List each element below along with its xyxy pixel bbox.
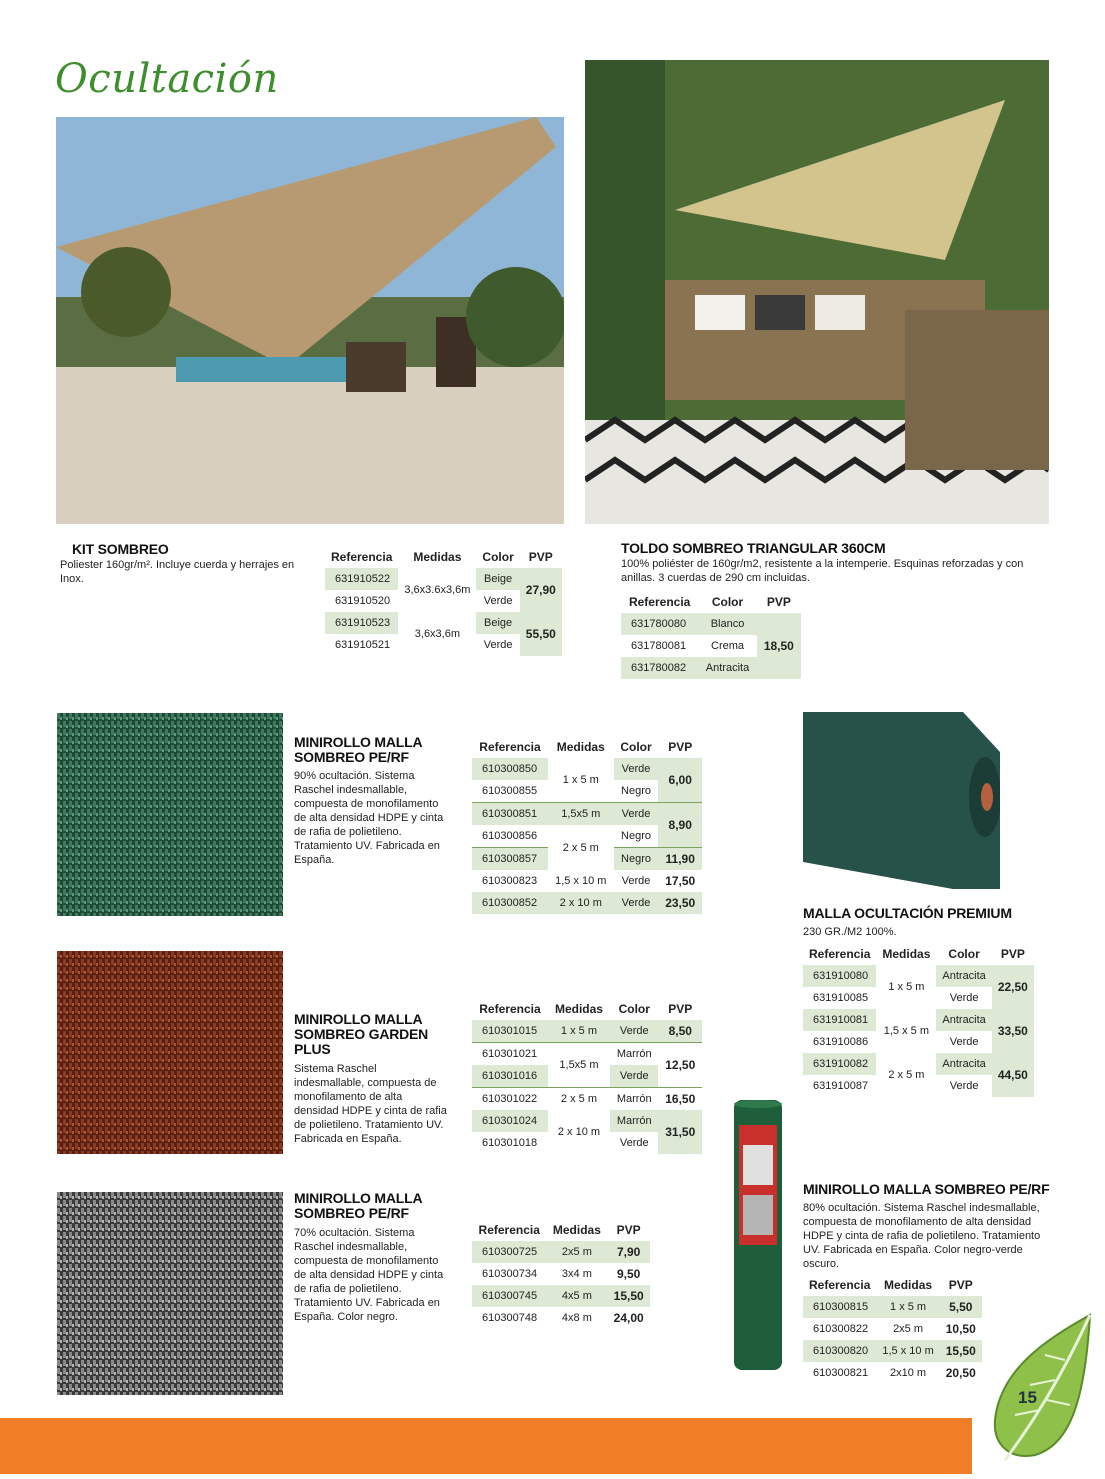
table-cell-price: 27,90: [520, 568, 562, 612]
table-cell-ref: 631910522: [325, 568, 398, 590]
table-cell-price: 55,50: [520, 612, 562, 656]
pe90-table: [472, 736, 702, 914]
header-referencia: Referencia: [628, 595, 691, 609]
table-cell-price: 11,90: [658, 848, 702, 871]
table-cell-medidas: 2 x 10 m: [557, 1126, 601, 1138]
table-cell-color: Verde: [949, 1080, 979, 1092]
table-cell-price: 16,50: [658, 1088, 702, 1111]
table-cell-price: 8,90: [658, 803, 702, 848]
table-cell-price: 12,50: [658, 1043, 702, 1088]
table-cell-ref: 631910086: [813, 1036, 869, 1048]
table-cell-price: 5,50: [940, 1296, 982, 1318]
table-cell-color: Blanco: [698, 613, 756, 635]
table-cell-ref: 631910081: [803, 1009, 876, 1031]
table-cell-price: 18,50: [757, 613, 801, 679]
header-pvp: PVP: [528, 550, 553, 564]
table-cell-ref: 610300855: [482, 785, 538, 797]
table-cell-ref: 610300851: [472, 803, 548, 826]
pe90-name: MINIROLLO MALLA SOMBREO PE/RF: [294, 734, 422, 765]
pe80-name: MINIROLLO MALLA SOMBREO PE/RF: [803, 1181, 1050, 1197]
table-cell-color: Verde: [949, 1036, 979, 1048]
header-pvp: PVP: [668, 1002, 693, 1016]
table-cell-ref: 610301022: [472, 1088, 548, 1111]
table-cell-color: Crema: [711, 640, 745, 652]
pe80-desc: 80% ocultación. Sistema Raschel indesmallable, compuesta de monofilamento de alta densidad HDPE y cinta de rafia de polietileno. Tratamiento UV. Fabricada en España. Color negro-verde oscuro.: [803, 1202, 1041, 1270]
table-cell-color: Verde: [619, 1137, 649, 1149]
table-cell-color: Negro: [614, 848, 659, 871]
premium-roll-photo: [803, 712, 1000, 889]
table-cell-ref: 631910080: [803, 965, 876, 987]
header-medidas: Medidas: [556, 740, 605, 754]
table-cell-price: 17,50: [665, 874, 696, 888]
green-mesh-swatch: [57, 713, 283, 916]
header-medidas: Medidas: [884, 1278, 933, 1292]
header-pvp: PVP: [766, 595, 791, 609]
table-cell-medidas: 1,5 x 10 m: [555, 875, 607, 887]
header-referencia: Referencia: [809, 1278, 871, 1292]
toldo-sombreo-name: TOLDO SOMBREO TRIANGULAR 360CM: [621, 540, 886, 556]
table-cell-medidas: 4x5 m: [546, 1285, 607, 1307]
header-referencia: Referencia: [809, 947, 871, 961]
table-cell-ref: 631910082: [803, 1053, 876, 1075]
premium-name: MALLA OCULTACIÓN PREMIUM: [803, 905, 1012, 921]
table-cell-color: Verde: [621, 875, 651, 887]
table-cell-color: Verde: [610, 1020, 658, 1043]
page-title: Ocultación: [55, 56, 279, 102]
kit-sombreo-desc: Poliester 160gr/m². Incluye cuerda y herrajes en Inox.: [60, 559, 295, 585]
leaf-icon: [985, 1310, 1095, 1474]
table-cell-medidas: 1,5x5 m: [548, 1043, 610, 1088]
kit-sombreo-table: [325, 546, 562, 656]
header-pvp: PVP: [1000, 947, 1025, 961]
table-cell-color: Negro: [621, 830, 651, 842]
table-cell-price: 7,90: [607, 1241, 650, 1263]
table-cell-ref: 610300734: [482, 1268, 538, 1280]
table-cell-color: Negro: [621, 785, 651, 797]
table-cell-price: 6,00: [658, 758, 702, 803]
table-cell-medidas: 4x8 m: [561, 1312, 592, 1324]
table-cell-price: 44,50: [992, 1053, 1034, 1097]
table-cell-ref: 610301021: [472, 1043, 548, 1066]
table-cell-medidas: 1 x 5 m: [888, 981, 925, 993]
table-cell-price: 9,50: [616, 1267, 641, 1281]
header-color: Color: [482, 550, 514, 564]
table-cell-ref: 631910521: [335, 639, 391, 651]
header-pvp: PVP: [668, 740, 693, 754]
table-cell-color: Verde: [614, 892, 659, 914]
vertical-roll-photo: [734, 1100, 782, 1370]
header-pvp: PVP: [616, 1223, 641, 1237]
table-cell-ref: 631910085: [813, 992, 869, 1004]
table-cell-color: Antracita: [936, 1053, 991, 1075]
table-cell-medidas: 1 x 5 m: [876, 1296, 939, 1318]
table-cell-medidas: 2 x 5 m: [562, 841, 599, 854]
table-cell-color: Marrón: [610, 1110, 658, 1132]
footer-bar: [0, 1418, 972, 1474]
table-cell-color: Verde: [614, 758, 659, 780]
header-medidas: Medidas: [554, 1002, 603, 1016]
header-color: Color: [620, 740, 652, 754]
table-cell-color: Antracita: [936, 965, 991, 987]
table-cell-price: 23,50: [658, 892, 702, 914]
pe90-desc: 90% ocultación. Sistema Raschel indesmallable, compuesta de monofilamento de alta densidad HDPE y cinta de rafia de polietileno. Tratamiento UV. Fabricada en España.: [294, 770, 444, 866]
table-cell-color: Beige: [476, 612, 519, 634]
table-cell-ref: 610300850: [472, 758, 548, 780]
table-cell-price: 15,50: [607, 1285, 650, 1307]
table-cell-ref: 610300822: [813, 1323, 869, 1335]
table-cell-ref: 631910520: [335, 595, 391, 607]
table-cell-ref: 631780081: [631, 640, 687, 652]
header-referencia: Referencia: [479, 1002, 541, 1016]
table-cell-medidas: 1,5 x 10 m: [876, 1340, 939, 1362]
pe70-table: [472, 1219, 650, 1329]
kit-sombreo-name: KIT SOMBREO: [72, 541, 169, 557]
grey-mesh-swatch: [57, 1192, 283, 1395]
table-cell-price: 33,50: [992, 1009, 1034, 1053]
table-cell-price: 10,50: [945, 1322, 976, 1336]
garden-plus-table: [472, 998, 702, 1154]
table-cell-medidas: 1 x 5 m: [548, 1020, 610, 1043]
table-cell-ref: 610300815: [803, 1296, 876, 1318]
table-cell-ref: 610300725: [472, 1241, 546, 1263]
table-cell-ref: 610301024: [472, 1110, 548, 1132]
table-cell-price: 15,50: [940, 1340, 982, 1362]
header-medidas: Medidas: [882, 947, 931, 961]
table-cell-medidas: 3,6x3.6x3,6m: [404, 584, 471, 596]
table-cell-ref: 631910523: [325, 612, 398, 634]
table-cell-ref: 610301018: [482, 1137, 538, 1149]
table-cell-color: Verde: [483, 639, 513, 651]
pe80-table: [803, 1274, 982, 1384]
header-referencia: Referencia: [478, 1223, 540, 1237]
premium-desc: 230 GR./M2 100%.: [803, 926, 897, 938]
table-cell-ref: 610300748: [482, 1312, 538, 1324]
table-cell-color: Marrón: [610, 1043, 658, 1066]
table-cell-color: Verde: [614, 803, 659, 826]
table-cell-medidas: 2 x 5 m: [888, 1069, 925, 1081]
table-cell-medidas: 2x10 m: [890, 1367, 927, 1379]
table-cell-color: Verde: [949, 992, 979, 1004]
table-cell-ref: 631780082: [621, 657, 698, 679]
table-cell-medidas: 3x4 m: [561, 1268, 592, 1280]
table-cell-ref: 610300820: [803, 1340, 876, 1362]
table-cell-price: 22,50: [992, 965, 1034, 1009]
table-cell-color: Antracita: [698, 657, 756, 679]
page-number: 15: [1018, 1388, 1037, 1407]
table-cell-price: 8,50: [658, 1020, 702, 1043]
table-cell-price: 20,50: [945, 1366, 976, 1380]
table-cell-color: Verde: [610, 1065, 658, 1088]
garden-plus-name: MINIROLLO MALLA SOMBREO GARDEN PLUS: [294, 1011, 429, 1057]
table-cell-ref: 610300852: [472, 892, 548, 914]
table-cell-ref: 631910087: [813, 1080, 869, 1092]
table-cell-medidas: 2 x 5 m: [548, 1088, 610, 1111]
table-cell-medidas: 2x5 m: [546, 1241, 607, 1263]
toldo-sombreo-desc: 100% poliéster de 160gr/m2, resistente a la intemperie. Esquinas reforzadas y con anillas. 3 cuerdas de 290 cm incluidas.: [621, 558, 1024, 584]
table-cell-price: 24,00: [613, 1311, 644, 1325]
table-cell-medidas: 2x5 m: [893, 1323, 924, 1335]
header-color: Color: [618, 1002, 650, 1016]
table-cell-ref: 610301016: [472, 1065, 548, 1088]
header-medidas: Medidas: [413, 550, 462, 564]
table-cell-ref: 610300857: [472, 848, 548, 871]
table-cell-medidas: 1,5 x 5 m: [883, 1025, 929, 1037]
table-cell-color: Marrón: [610, 1088, 658, 1111]
table-cell-ref: 610300856: [482, 830, 538, 842]
table-cell-ref: 610300745: [472, 1285, 546, 1307]
shade-sail-pool-photo: [56, 117, 564, 524]
premium-table: [803, 943, 1034, 1097]
table-cell-medidas: 1 x 5 m: [562, 774, 599, 786]
table-cell-medidas: 2 x 10 m: [548, 892, 614, 914]
pe70-desc: 70% ocultación. Sistema Raschel indesmallable, compuesta de monofilamento de alta densidad HDPE y cinta de rafia de polietileno. Tratamiento UV. Fabricada en España. Color negro.: [294, 1227, 444, 1323]
table-cell-ref: 610300821: [813, 1367, 869, 1379]
table-cell-ref: 610300823: [482, 875, 538, 887]
table-cell-color: Verde: [483, 595, 513, 607]
header-color: Color: [711, 595, 744, 609]
garden-plus-desc: Sistema Raschel indesmallable, compuesta de monofilamento de alta densidad HDPE y cinta de rafia de polietileno. Tratamiento UV. Fabricada en España.: [294, 1063, 447, 1145]
table-cell-color: Beige: [476, 568, 519, 590]
table-cell-ref: 631780080: [621, 613, 698, 635]
header-referencia: Referencia: [331, 550, 393, 564]
brown-mesh-swatch: [57, 951, 283, 1154]
table-cell-price: 31,50: [658, 1110, 702, 1154]
header-medidas: Medidas: [552, 1223, 601, 1237]
table-cell-medidas: 3,6x3,6m: [414, 628, 461, 640]
triangular-sail-patio-photo: [585, 60, 1049, 524]
header-pvp: PVP: [948, 1278, 973, 1292]
table-cell-ref: 610301015: [472, 1020, 548, 1043]
table-cell-color: Antracita: [936, 1009, 991, 1031]
header-color: Color: [948, 947, 980, 961]
table-cell-medidas: 1,5x5 m: [548, 803, 614, 826]
header-referencia: Referencia: [479, 740, 541, 754]
pe70-name: MINIROLLO MALLA SOMBREO PE/RF: [294, 1190, 422, 1221]
toldo-sombreo-table: [621, 591, 801, 679]
